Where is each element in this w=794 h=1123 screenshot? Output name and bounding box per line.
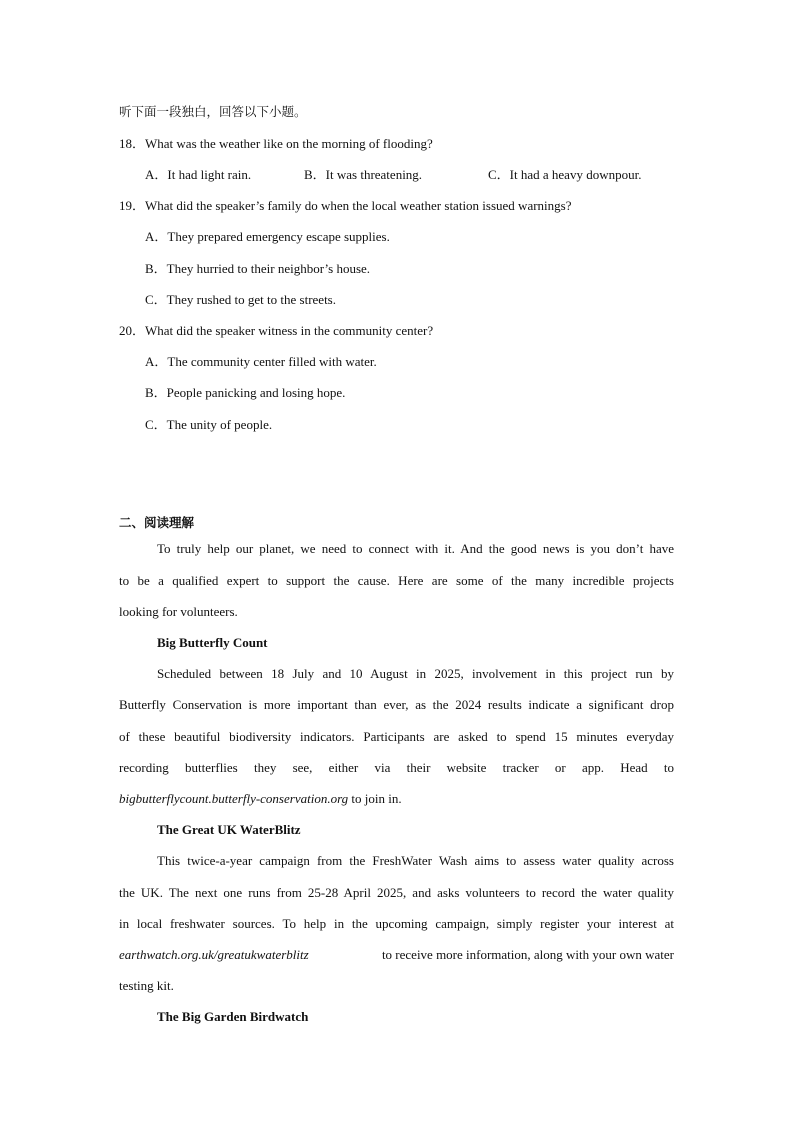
question-text: What was the weather like on the morning of flooding? [145,136,433,151]
option-text: They hurried to their neighbor’s house. [166,261,371,276]
question-19 [119,198,571,214]
link-suffix: to receive more information, along with your own water [378,947,674,962]
option-text: The community center filled with water. [167,354,377,369]
question-text: What did the speaker’s family do when the local weather station issued warnings? [145,198,572,213]
paragraph-line: This twice-a-year campaign from the FreshWater Wash aims to assess water quality across [157,853,674,868]
option-letter: B． [304,167,326,182]
q20-option-a [145,354,377,370]
paragraph-line: recording butterflies they see, either via their website tracker or app. Head to [119,760,674,775]
option-letter: C． [145,417,167,432]
option-letter: B． [145,261,167,276]
paragraph-line: in local freshwater sources. To help in the upcoming campaign, simply register your interest at [119,916,674,931]
option-letter: A． [145,354,168,369]
q18-option-a [145,167,251,183]
paragraph-line [119,791,402,807]
option-letter: C． [145,292,167,307]
q20-option-c [145,417,272,433]
question-number: 19． [119,198,146,213]
paragraph-line: testing kit. [119,978,174,993]
option-letter: B． [145,385,167,400]
q19-option-c [145,292,336,308]
paragraph-line [119,947,674,963]
q18-option-b [304,167,422,183]
paragraph-line: Scheduled between 18 July and 10 August in 2025, involvement in this project run by [157,666,674,681]
paragraph-line: the UK. The next one runs from 25-28 April 2025, and asks volunteers to record the water quality [119,885,674,900]
section-title: The Big Garden Birdwatch [157,1009,309,1024]
option-text: It had a heavy downpour. [509,167,642,182]
option-letter: A． [145,229,168,244]
question-text: What did the speaker witness in the community center? [145,323,434,338]
option-text: The unity of people. [166,417,273,432]
reading-heading: 二、阅读理解 [119,515,195,530]
intro-line-2: to be a qualified expert to support the cause. Here are some of the many incredible projects [119,573,674,588]
option-text: They rushed to get to the streets. [166,292,336,307]
option-text: They prepared emergency escape supplies. [167,229,390,244]
option-text: It had light rain. [167,167,252,182]
section-title: Big Butterfly Count [157,635,268,650]
option-letter: A． [145,167,168,182]
q19-option-a [145,229,390,245]
listening-instruction: 听下面一段独白，回答以下小题。 [119,104,307,119]
question-number: 20． [119,323,146,338]
section-title: The Great UK WaterBlitz [157,822,301,837]
q18-option-c [488,167,641,183]
intro-line-3: looking for volunteers. [119,604,238,619]
paragraph-line: Butterfly Conservation is more important than ever, as the 2024 results indicate a significant drop [119,697,674,712]
website-link[interactable]: earthwatch.org.uk/greatukwaterblitz [119,947,309,962]
q20-option-b [145,385,345,401]
paragraph-line: of these beautiful biodiversity indicators. Participants are asked to spend 15 minutes everyday [119,729,674,744]
link-suffix: to join in. [348,791,402,806]
option-text: People panicking and losing hope. [166,385,346,400]
intro-line-1: To truly help our planet, we need to connect with it. And the good news is you don’t have [157,541,674,556]
q19-option-b [145,261,370,277]
website-link[interactable]: bigbutterflycount.butterfly-conservation.org [119,791,349,806]
question-18 [119,136,433,152]
question-number: 18． [119,136,146,151]
option-letter: C． [488,167,510,182]
option-text: It was threatening. [325,167,423,182]
question-20 [119,323,433,339]
